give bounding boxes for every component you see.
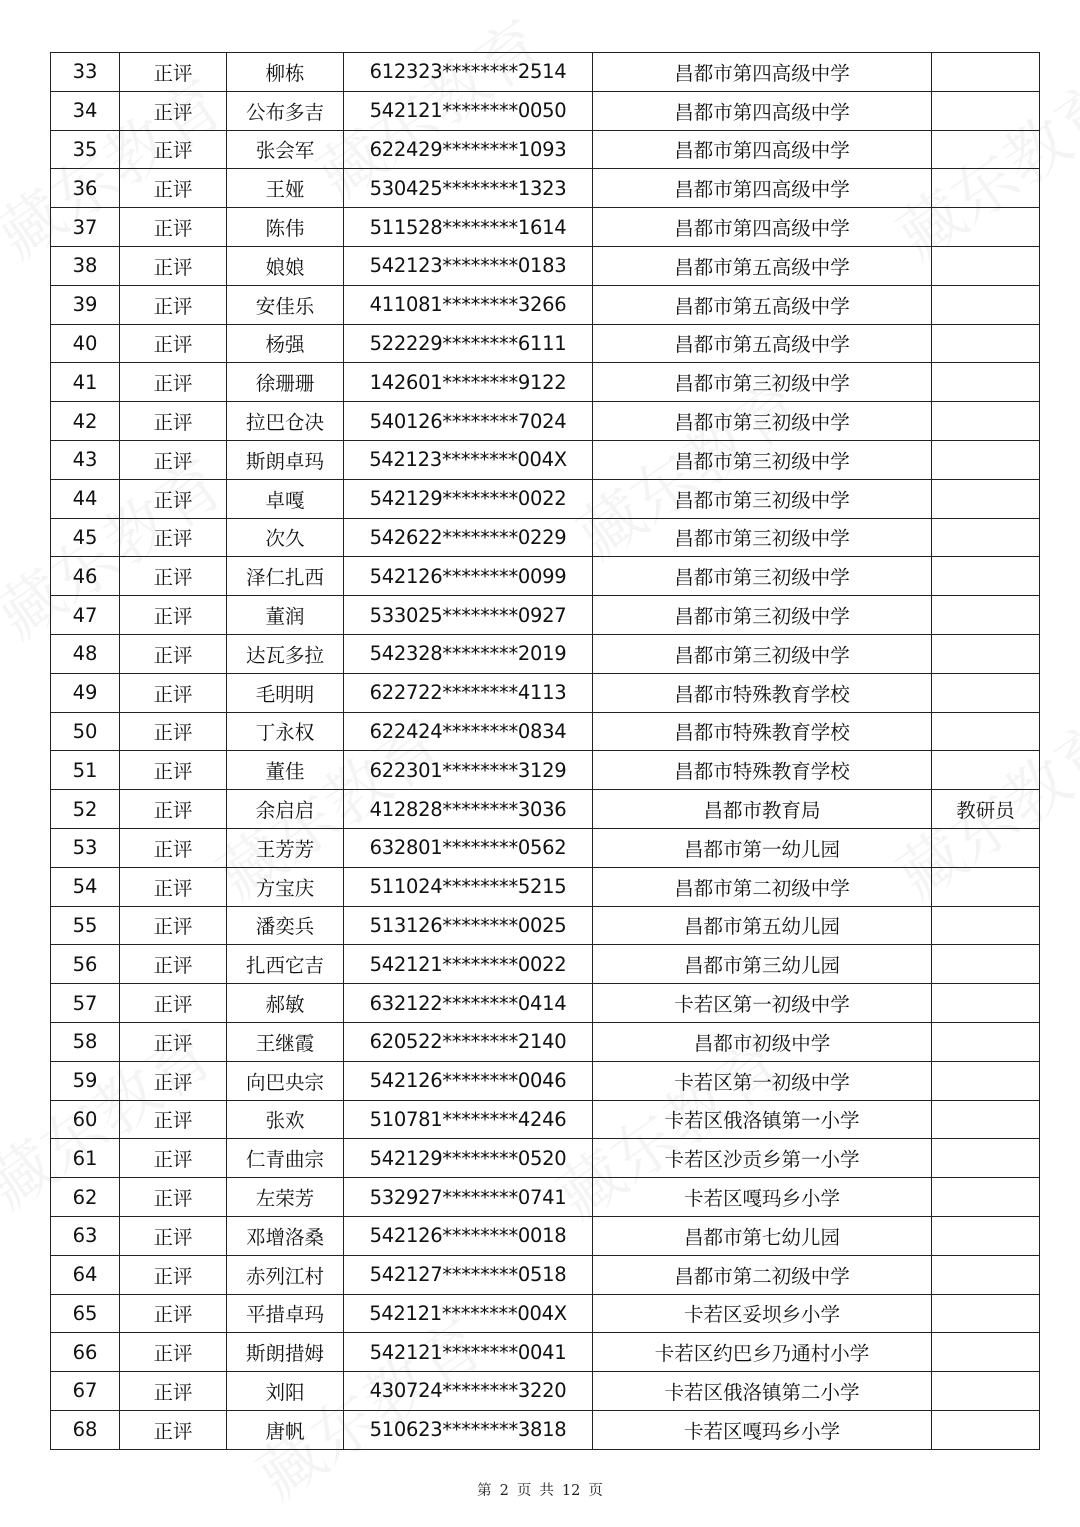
cell-review-type: 正评 xyxy=(120,790,227,829)
table-row xyxy=(51,906,1040,945)
table-row xyxy=(51,828,1040,867)
cell-person-name: 邓增洛桑 xyxy=(227,1216,344,1255)
cell-review-type: 正评 xyxy=(120,1139,227,1178)
cell-row-number: 36 xyxy=(51,169,120,208)
cell-person-name: 公布多吉 xyxy=(227,91,344,130)
cell-row-number: 43 xyxy=(51,440,120,479)
cell-review-type: 正评 xyxy=(120,1372,227,1411)
cell-remark xyxy=(932,867,1040,906)
cell-remark xyxy=(932,1294,1040,1333)
table-row xyxy=(51,1178,1040,1217)
cell-remark xyxy=(932,363,1040,402)
table-row xyxy=(51,673,1040,712)
cell-row-number: 63 xyxy=(51,1216,120,1255)
cell-id-number: 542129********0520 xyxy=(344,1139,593,1178)
cell-remark xyxy=(932,557,1040,596)
cell-person-name: 平措卓玛 xyxy=(227,1294,344,1333)
cell-review-type: 正评 xyxy=(120,828,227,867)
cell-work-unit: 昌都市第四高级中学 xyxy=(593,169,932,208)
table-row xyxy=(51,751,1040,790)
cell-person-name: 董润 xyxy=(227,596,344,635)
cell-person-name: 仁青曲宗 xyxy=(227,1139,344,1178)
table-row xyxy=(51,1333,1040,1372)
cell-review-type: 正评 xyxy=(120,518,227,557)
cell-work-unit: 昌都市第一幼儿园 xyxy=(593,828,932,867)
cell-review-type: 正评 xyxy=(120,130,227,169)
cell-review-type: 正评 xyxy=(120,1061,227,1100)
cell-review-type: 正评 xyxy=(120,596,227,635)
cell-remark xyxy=(932,1410,1040,1449)
table-row xyxy=(51,1022,1040,1061)
cell-work-unit: 昌都市第四高级中学 xyxy=(593,208,932,247)
cell-review-type: 正评 xyxy=(120,712,227,751)
cell-work-unit: 昌都市第二初级中学 xyxy=(593,1255,932,1294)
table-row xyxy=(51,867,1040,906)
cell-review-type: 正评 xyxy=(120,402,227,441)
cell-review-type: 正评 xyxy=(120,479,227,518)
table-row xyxy=(51,1216,1040,1255)
cell-work-unit: 昌都市第五高级中学 xyxy=(593,324,932,363)
table-row xyxy=(51,285,1040,324)
cell-review-type: 正评 xyxy=(120,208,227,247)
cell-remark xyxy=(932,208,1040,247)
table-row xyxy=(51,1061,1040,1100)
cell-person-name: 王芳芳 xyxy=(227,828,344,867)
cell-work-unit: 昌都市第四高级中学 xyxy=(593,130,932,169)
cell-id-number: 632122********0414 xyxy=(344,984,593,1023)
cell-id-number: 622429********1093 xyxy=(344,130,593,169)
cell-id-number: 622722********4113 xyxy=(344,673,593,712)
cell-remark xyxy=(932,1100,1040,1139)
cell-work-unit: 卡若区俄洛镇第一小学 xyxy=(593,1100,932,1139)
cell-person-name: 次久 xyxy=(227,518,344,557)
table-row xyxy=(51,169,1040,208)
cell-row-number: 54 xyxy=(51,867,120,906)
table-row xyxy=(51,53,1040,92)
cell-remark xyxy=(932,1255,1040,1294)
cell-id-number: 542121********004X xyxy=(344,1294,593,1333)
cell-id-number: 542127********0518 xyxy=(344,1255,593,1294)
cell-row-number: 34 xyxy=(51,91,120,130)
cell-row-number: 68 xyxy=(51,1410,120,1449)
cell-row-number: 33 xyxy=(51,53,120,92)
footer-page-word: 页 xyxy=(516,1483,532,1499)
cell-person-name: 刘阳 xyxy=(227,1372,344,1411)
cell-row-number: 60 xyxy=(51,1100,120,1139)
cell-work-unit: 昌都市第三初级中学 xyxy=(593,479,932,518)
table-row xyxy=(51,324,1040,363)
cell-work-unit: 昌都市第三幼儿园 xyxy=(593,945,932,984)
cell-review-type: 正评 xyxy=(120,1255,227,1294)
cell-person-name: 杨强 xyxy=(227,324,344,363)
cell-row-number: 48 xyxy=(51,634,120,673)
cell-review-type: 正评 xyxy=(120,440,227,479)
cell-remark xyxy=(932,712,1040,751)
cell-person-name: 陈伟 xyxy=(227,208,344,247)
cell-review-type: 正评 xyxy=(120,557,227,596)
cell-review-type: 正评 xyxy=(120,1410,227,1449)
cell-row-number: 49 xyxy=(51,673,120,712)
cell-row-number: 59 xyxy=(51,1061,120,1100)
table-row xyxy=(51,1410,1040,1449)
cell-work-unit: 卡若区俄洛镇第二小学 xyxy=(593,1372,932,1411)
cell-work-unit: 昌都市教育局 xyxy=(593,790,932,829)
cell-work-unit: 昌都市第三初级中学 xyxy=(593,596,932,635)
cell-review-type: 正评 xyxy=(120,53,227,92)
cell-person-name: 娘娘 xyxy=(227,246,344,285)
cell-review-type: 正评 xyxy=(120,363,227,402)
table-row xyxy=(51,1294,1040,1333)
cell-id-number: 511024********5215 xyxy=(344,867,593,906)
cell-review-type: 正评 xyxy=(120,984,227,1023)
cell-id-number: 620522********2140 xyxy=(344,1022,593,1061)
cell-id-number: 542121********0022 xyxy=(344,945,593,984)
cell-work-unit: 昌都市第二初级中学 xyxy=(593,867,932,906)
cell-id-number: 522229********6111 xyxy=(344,324,593,363)
cell-id-number: 412828********3036 xyxy=(344,790,593,829)
cell-person-name: 董佳 xyxy=(227,751,344,790)
cell-work-unit: 昌都市第四高级中学 xyxy=(593,53,932,92)
table-row xyxy=(51,712,1040,751)
cell-review-type: 正评 xyxy=(120,1294,227,1333)
cell-review-type: 正评 xyxy=(120,285,227,324)
cell-id-number: 411081********3266 xyxy=(344,285,593,324)
cell-review-type: 正评 xyxy=(120,246,227,285)
cell-id-number: 622301********3129 xyxy=(344,751,593,790)
cell-row-number: 55 xyxy=(51,906,120,945)
cell-id-number: 542129********0022 xyxy=(344,479,593,518)
cell-person-name: 丁永权 xyxy=(227,712,344,751)
cell-remark xyxy=(932,518,1040,557)
cell-work-unit: 昌都市第三初级中学 xyxy=(593,557,932,596)
cell-row-number: 41 xyxy=(51,363,120,402)
cell-person-name: 王娅 xyxy=(227,169,344,208)
cell-row-number: 40 xyxy=(51,324,120,363)
cell-remark xyxy=(932,1022,1040,1061)
cell-review-type: 正评 xyxy=(120,751,227,790)
cell-work-unit: 昌都市初级中学 xyxy=(593,1022,932,1061)
cell-row-number: 62 xyxy=(51,1178,120,1217)
table-row xyxy=(51,208,1040,247)
cell-person-name: 左荣芳 xyxy=(227,1178,344,1217)
cell-remark xyxy=(932,1139,1040,1178)
cell-person-name: 向巴央宗 xyxy=(227,1061,344,1100)
cell-work-unit: 卡若区嘎玛乡小学 xyxy=(593,1410,932,1449)
cell-row-number: 39 xyxy=(51,285,120,324)
cell-review-type: 正评 xyxy=(120,906,227,945)
cell-work-unit: 昌都市第四高级中学 xyxy=(593,91,932,130)
cell-work-unit: 昌都市第三初级中学 xyxy=(593,518,932,557)
cell-id-number: 542121********0050 xyxy=(344,91,593,130)
cell-person-name: 拉巴仓决 xyxy=(227,402,344,441)
cell-row-number: 46 xyxy=(51,557,120,596)
cell-id-number: 532927********0741 xyxy=(344,1178,593,1217)
roster-table xyxy=(50,52,1040,1450)
cell-person-name: 郝敏 xyxy=(227,984,344,1023)
table-row xyxy=(51,479,1040,518)
cell-remark xyxy=(932,596,1040,635)
cell-row-number: 47 xyxy=(51,596,120,635)
cell-review-type: 正评 xyxy=(120,1022,227,1061)
cell-person-name: 余启启 xyxy=(227,790,344,829)
cell-review-type: 正评 xyxy=(120,673,227,712)
cell-person-name: 王继霞 xyxy=(227,1022,344,1061)
cell-work-unit: 卡若区嘎玛乡小学 xyxy=(593,1178,932,1217)
cell-person-name: 达瓦多拉 xyxy=(227,634,344,673)
cell-review-type: 正评 xyxy=(120,1100,227,1139)
cell-remark xyxy=(932,53,1040,92)
cell-row-number: 56 xyxy=(51,945,120,984)
cell-remark xyxy=(932,1333,1040,1372)
cell-id-number: 430724********3220 xyxy=(344,1372,593,1411)
cell-person-name: 潘奕兵 xyxy=(227,906,344,945)
cell-work-unit: 卡若区约巴乡乃通村小学 xyxy=(593,1333,932,1372)
cell-review-type: 正评 xyxy=(120,945,227,984)
cell-work-unit: 昌都市第七幼儿园 xyxy=(593,1216,932,1255)
cell-row-number: 42 xyxy=(51,402,120,441)
cell-remark xyxy=(932,479,1040,518)
cell-row-number: 52 xyxy=(51,790,120,829)
footer-page-suffix: 页 xyxy=(588,1483,603,1499)
cell-work-unit: 卡若区沙贡乡第一小学 xyxy=(593,1139,932,1178)
cell-row-number: 58 xyxy=(51,1022,120,1061)
cell-id-number: 511528********1614 xyxy=(344,208,593,247)
table-row xyxy=(51,557,1040,596)
cell-review-type: 正评 xyxy=(120,1216,227,1255)
footer-page-prefix: 第 xyxy=(477,1483,492,1499)
cell-person-name: 卓嘎 xyxy=(227,479,344,518)
cell-work-unit: 卡若区第一初级中学 xyxy=(593,1061,932,1100)
cell-person-name: 赤列江村 xyxy=(227,1255,344,1294)
cell-review-type: 正评 xyxy=(120,1178,227,1217)
cell-remark xyxy=(932,285,1040,324)
cell-id-number: 542123********0183 xyxy=(344,246,593,285)
cell-work-unit: 昌都市第五高级中学 xyxy=(593,246,932,285)
cell-remark xyxy=(932,1178,1040,1217)
cell-id-number: 542622********0229 xyxy=(344,518,593,557)
cell-work-unit: 卡若区妥坝乡小学 xyxy=(593,1294,932,1333)
cell-id-number: 612323********2514 xyxy=(344,53,593,92)
cell-person-name: 唐帆 xyxy=(227,1410,344,1449)
cell-id-number: 542121********0041 xyxy=(344,1333,593,1372)
table-row xyxy=(51,363,1040,402)
cell-work-unit: 昌都市第三初级中学 xyxy=(593,363,932,402)
cell-id-number: 540126********7024 xyxy=(344,402,593,441)
cell-review-type: 正评 xyxy=(120,1333,227,1372)
cell-person-name: 安佳乐 xyxy=(227,285,344,324)
cell-person-name: 斯朗卓玛 xyxy=(227,440,344,479)
cell-row-number: 67 xyxy=(51,1372,120,1411)
footer-total-prefix: 共 xyxy=(539,1483,554,1499)
cell-remark xyxy=(932,1372,1040,1411)
cell-remark xyxy=(932,945,1040,984)
table-row xyxy=(51,518,1040,557)
cell-id-number: 542126********0046 xyxy=(344,1061,593,1100)
cell-row-number: 38 xyxy=(51,246,120,285)
table-row xyxy=(51,1139,1040,1178)
cell-remark xyxy=(932,324,1040,363)
footer-total-pages: 12 xyxy=(561,1483,581,1499)
cell-row-number: 37 xyxy=(51,208,120,247)
cell-work-unit: 昌都市特殊教育学校 xyxy=(593,673,932,712)
footer-current-page: 2 xyxy=(499,1483,509,1499)
cell-remark xyxy=(932,673,1040,712)
table-row xyxy=(51,634,1040,673)
cell-id-number: 513126********0025 xyxy=(344,906,593,945)
table-row xyxy=(51,440,1040,479)
cell-remark xyxy=(932,402,1040,441)
cell-id-number: 142601********9122 xyxy=(344,363,593,402)
cell-remark xyxy=(932,906,1040,945)
cell-remark xyxy=(932,169,1040,208)
table-row xyxy=(51,1255,1040,1294)
cell-review-type: 正评 xyxy=(120,634,227,673)
table-row xyxy=(51,790,1040,829)
cell-remark xyxy=(932,1061,1040,1100)
cell-id-number: 542328********2019 xyxy=(344,634,593,673)
cell-review-type: 正评 xyxy=(120,169,227,208)
table-row xyxy=(51,596,1040,635)
cell-id-number: 542126********0099 xyxy=(344,557,593,596)
cell-id-number: 632801********0562 xyxy=(344,828,593,867)
cell-work-unit: 昌都市第五幼儿园 xyxy=(593,906,932,945)
cell-id-number: 542123********004X xyxy=(344,440,593,479)
cell-id-number: 510623********3818 xyxy=(344,1410,593,1449)
cell-remark xyxy=(932,751,1040,790)
cell-work-unit: 卡若区第一初级中学 xyxy=(593,984,932,1023)
cell-id-number: 530425********1323 xyxy=(344,169,593,208)
roster-body xyxy=(51,53,1040,1450)
table-row xyxy=(51,246,1040,285)
cell-row-number: 66 xyxy=(51,1333,120,1372)
cell-work-unit: 昌都市第五高级中学 xyxy=(593,285,932,324)
cell-row-number: 65 xyxy=(51,1294,120,1333)
cell-id-number: 622424********0834 xyxy=(344,712,593,751)
cell-id-number: 510781********4246 xyxy=(344,1100,593,1139)
table-row xyxy=(51,402,1040,441)
cell-person-name: 张会军 xyxy=(227,130,344,169)
table-row xyxy=(51,984,1040,1023)
table-row xyxy=(51,1100,1040,1139)
table-row xyxy=(51,945,1040,984)
cell-person-name: 泽仁扎西 xyxy=(227,557,344,596)
cell-person-name: 扎西它吉 xyxy=(227,945,344,984)
cell-id-number: 542126********0018 xyxy=(344,1216,593,1255)
cell-review-type: 正评 xyxy=(120,324,227,363)
cell-review-type: 正评 xyxy=(120,867,227,906)
cell-remark xyxy=(932,91,1040,130)
cell-remark xyxy=(932,440,1040,479)
table-row xyxy=(51,1372,1040,1411)
page-footer xyxy=(0,1479,1080,1500)
cell-work-unit: 昌都市第三初级中学 xyxy=(593,402,932,441)
cell-row-number: 51 xyxy=(51,751,120,790)
cell-remark xyxy=(932,130,1040,169)
table-row xyxy=(51,91,1040,130)
cell-remark xyxy=(932,1216,1040,1255)
cell-person-name: 张欢 xyxy=(227,1100,344,1139)
cell-row-number: 57 xyxy=(51,984,120,1023)
cell-row-number: 64 xyxy=(51,1255,120,1294)
cell-remark xyxy=(932,634,1040,673)
cell-row-number: 45 xyxy=(51,518,120,557)
cell-work-unit: 昌都市第三初级中学 xyxy=(593,634,932,673)
cell-remark: 教研员 xyxy=(932,790,1040,829)
table-row xyxy=(51,130,1040,169)
cell-remark xyxy=(932,246,1040,285)
cell-person-name: 毛明明 xyxy=(227,673,344,712)
cell-row-number: 53 xyxy=(51,828,120,867)
cell-person-name: 柳栋 xyxy=(227,53,344,92)
cell-person-name: 徐珊珊 xyxy=(227,363,344,402)
cell-review-type: 正评 xyxy=(120,91,227,130)
cell-work-unit: 昌都市第三初级中学 xyxy=(593,440,932,479)
cell-work-unit: 昌都市特殊教育学校 xyxy=(593,751,932,790)
cell-remark xyxy=(932,828,1040,867)
cell-row-number: 35 xyxy=(51,130,120,169)
cell-row-number: 61 xyxy=(51,1139,120,1178)
cell-row-number: 44 xyxy=(51,479,120,518)
cell-id-number: 533025********0927 xyxy=(344,596,593,635)
cell-person-name: 斯朗措姆 xyxy=(227,1333,344,1372)
cell-row-number: 50 xyxy=(51,712,120,751)
cell-remark xyxy=(932,984,1040,1023)
cell-work-unit: 昌都市特殊教育学校 xyxy=(593,712,932,751)
cell-person-name: 方宝庆 xyxy=(227,867,344,906)
